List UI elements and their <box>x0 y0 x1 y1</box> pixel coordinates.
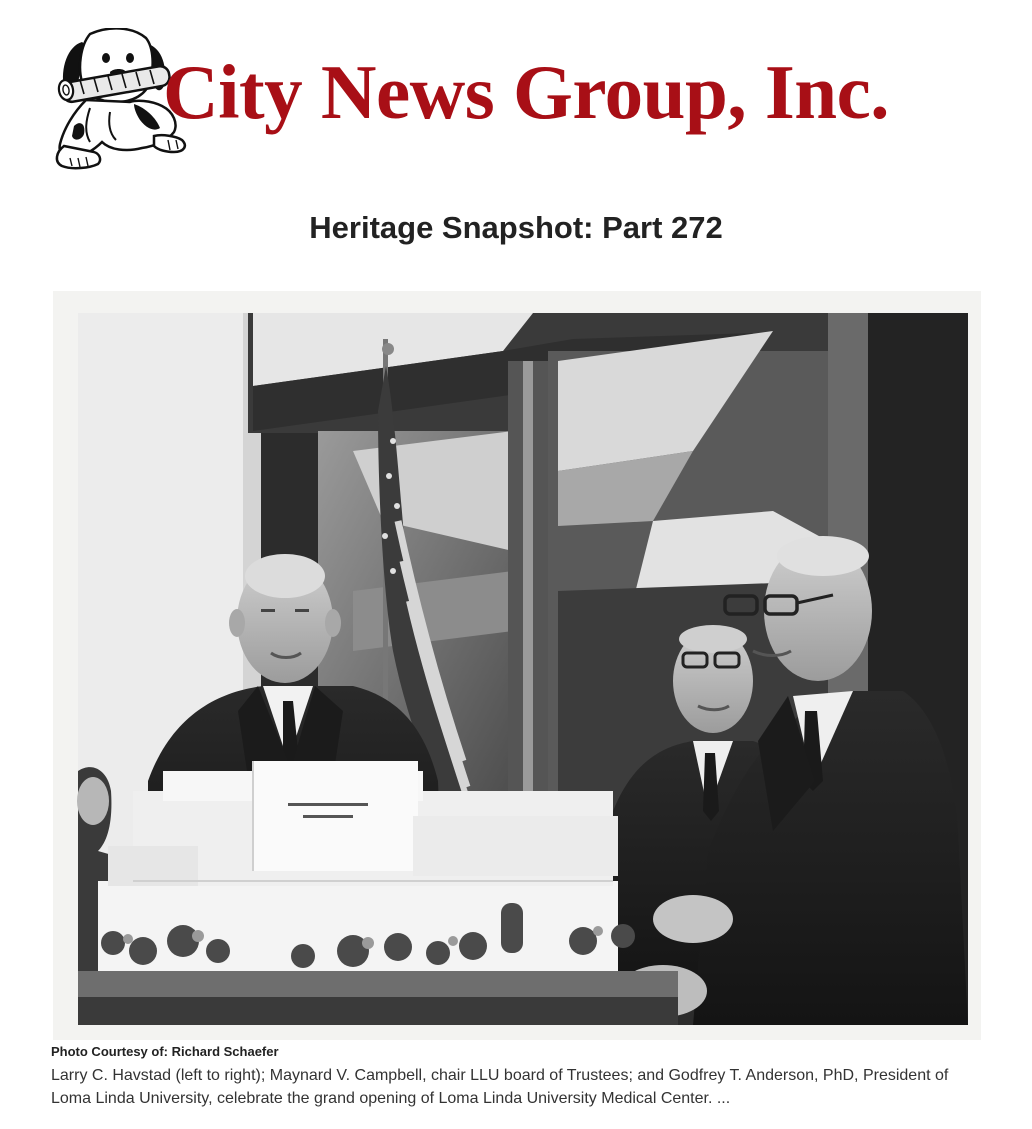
page-title: Heritage Snapshot: Part 272 <box>309 210 723 245</box>
article-photo <box>53 291 981 1040</box>
brand-name[interactable]: City News Group, Inc. <box>163 49 890 135</box>
photo-credit: Photo Courtesy of: Richard Schaefer <box>51 1044 279 1059</box>
photo-caption: Larry C. Havstad (left to right); Maynard V. Campbell, chair LLU board of Trustees; and Godfrey T. Anderson, PhD, President of Loma Linda University, celebrate the grand opening of Loma Linda University Medical Center. ... <box>51 1067 949 1107</box>
masthead <box>50 28 980 178</box>
